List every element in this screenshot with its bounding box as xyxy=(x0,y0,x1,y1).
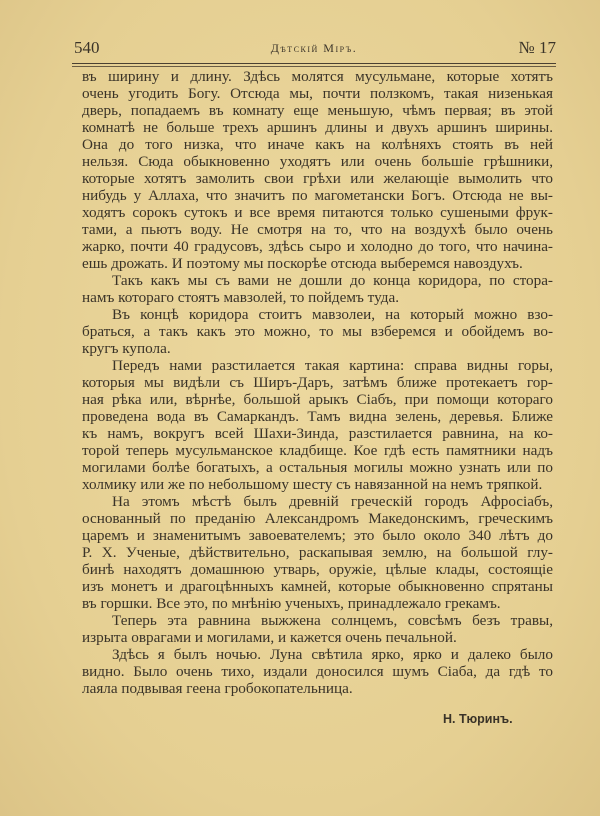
text-line: торой теперь мусульманское кладбище. Кое гдѣ есть памятники надъ xyxy=(82,442,553,459)
text-line: царемъ и знаменитымъ завоевателемъ; это было около 340 лѣтъ до xyxy=(82,527,553,544)
text-line: очень угодить Богу. Отсюда мы, почти ползкомъ, такая низенькая xyxy=(82,85,553,102)
text-line: браться, а такъ какъ это можно, то мы взберемся и обойдемъ во- xyxy=(82,323,553,340)
article-body xyxy=(82,68,553,697)
text-line: Здѣсь я былъ ночью. Луна свѣтила ярко, ярко и далеко было xyxy=(112,646,553,663)
issue-number: № 17 xyxy=(518,38,556,57)
text-line: изрыта оврагами и могилами, и кажется очень печальной. xyxy=(82,629,457,646)
paragraph xyxy=(82,646,553,697)
text-line: ходятъ сорокъ сутокъ и все время питаются только сушеными фрук- xyxy=(82,204,553,221)
text-line: комнатѣ не больше трехъ аршинъ длины и двухъ аршинъ ширины. xyxy=(82,119,553,136)
text-line: Въ концѣ коридора стоитъ мавзолеи, на который можно взо- xyxy=(112,306,553,323)
text-line: ешь дрожать. И поэтому мы поскорѣе отсюда выберемся навоздухъ. xyxy=(82,255,523,272)
text-line: изъ монетъ и драгоцѣнныхъ камней, которые обыкновенно спрятаны xyxy=(82,578,553,595)
paragraph xyxy=(82,357,553,493)
text-line: въ ширину и длину. Здѣсь молятся мусульмане, которые хотятъ xyxy=(82,68,553,85)
text-line: лаяла подвывая геена гробокопательница. xyxy=(82,680,353,697)
page-number: 540 xyxy=(74,38,100,57)
text-line: которыя мы видѣли съ Ширъ-Даръ, затѣмъ ближе протекаетъ гор- xyxy=(82,374,553,391)
paragraph xyxy=(82,493,553,612)
paragraph xyxy=(82,306,553,357)
text-line: которые хотятъ замолить свои грѣхи или желающіе вымолить что xyxy=(82,170,553,187)
text-line: тами, а пьютъ воду. Не смотря на то, что на воздухѣ было очень xyxy=(82,221,553,238)
text-line: Она до того низка, что иначе какъ на колѣняхъ стоять въ ней xyxy=(82,136,553,153)
text-line: нибудь у Аллаха, что значитъ по магометански Богъ. Отсюда не вы- xyxy=(82,187,553,204)
running-header xyxy=(72,38,556,60)
text-line: Р. Х. Ученые, дѣйствительно, раскапывая землю, на большой глу- xyxy=(82,544,553,561)
text-line: нельзя. Сюда обыкновенно уходятъ или очень большіе грѣшники, xyxy=(82,153,553,170)
text-line: могилами болѣе богатыхъ, а остальныя могилы можно узнать или по xyxy=(82,459,553,476)
paragraph xyxy=(82,68,553,272)
text-line: бинѣ находятъ домашнюю утварь, оружіе, цѣлые клады, состоящіе xyxy=(82,561,553,578)
text-line: проведена вода въ Самаркандъ. Тамъ видна зелень, деревья. Ближе xyxy=(82,408,553,425)
text-line: кругъ купола. xyxy=(82,340,171,357)
text-line: жарко, почти 40 градусовъ, здѣсь сыро и холодно до того, что начина- xyxy=(82,238,553,255)
text-line: Передъ нами разстилается такая картина: справа видны горы, xyxy=(112,357,553,374)
text-line: къ намъ, вокругъ всей Шахи-Зинда, разстилается равнина, на ко- xyxy=(82,425,553,442)
header-rule-thin xyxy=(72,66,556,67)
text-line: дверь, попадаемъ въ комнату еще меньшую, чѣмъ первая; въ этой xyxy=(82,102,553,119)
paragraph xyxy=(82,612,553,646)
header-rule xyxy=(72,63,556,64)
text-line: ная рѣка или, вѣрнѣе, большой арыкъ Сіабъ, при помощи котораго xyxy=(82,391,553,408)
author-signature: Н. Тюринъ. xyxy=(443,712,513,726)
text-line: На этомъ мѣстѣ былъ древній греческій городъ Афросіабъ, xyxy=(112,493,553,510)
text-line: Такъ какъ мы съ вами не дошли до конца коридора, по стора- xyxy=(112,272,553,289)
journal-title: Дѣтскій Міръ. xyxy=(270,41,358,55)
text-line: намъ котораго стоятъ мавзолей, то пойдемъ туда. xyxy=(82,289,399,306)
text-line: холмику или же по небольшому шесту съ навязанной на немъ тряпкой. xyxy=(82,476,543,493)
text-line: въ горшки. Все это, по мнѣнію ученыхъ, принадлежало грекамъ. xyxy=(82,595,501,612)
text-line: видно. Было очень тихо, издали доносился шумъ Сіаба, да гдѣ то xyxy=(82,663,553,680)
text-line: Теперь эта равнина выжжена солнцемъ, совсѣмъ безъ травы, xyxy=(112,612,553,629)
text-line: основанный по преданію Александромъ Македонскимъ, греческимъ xyxy=(82,510,553,527)
paragraph xyxy=(82,272,553,306)
